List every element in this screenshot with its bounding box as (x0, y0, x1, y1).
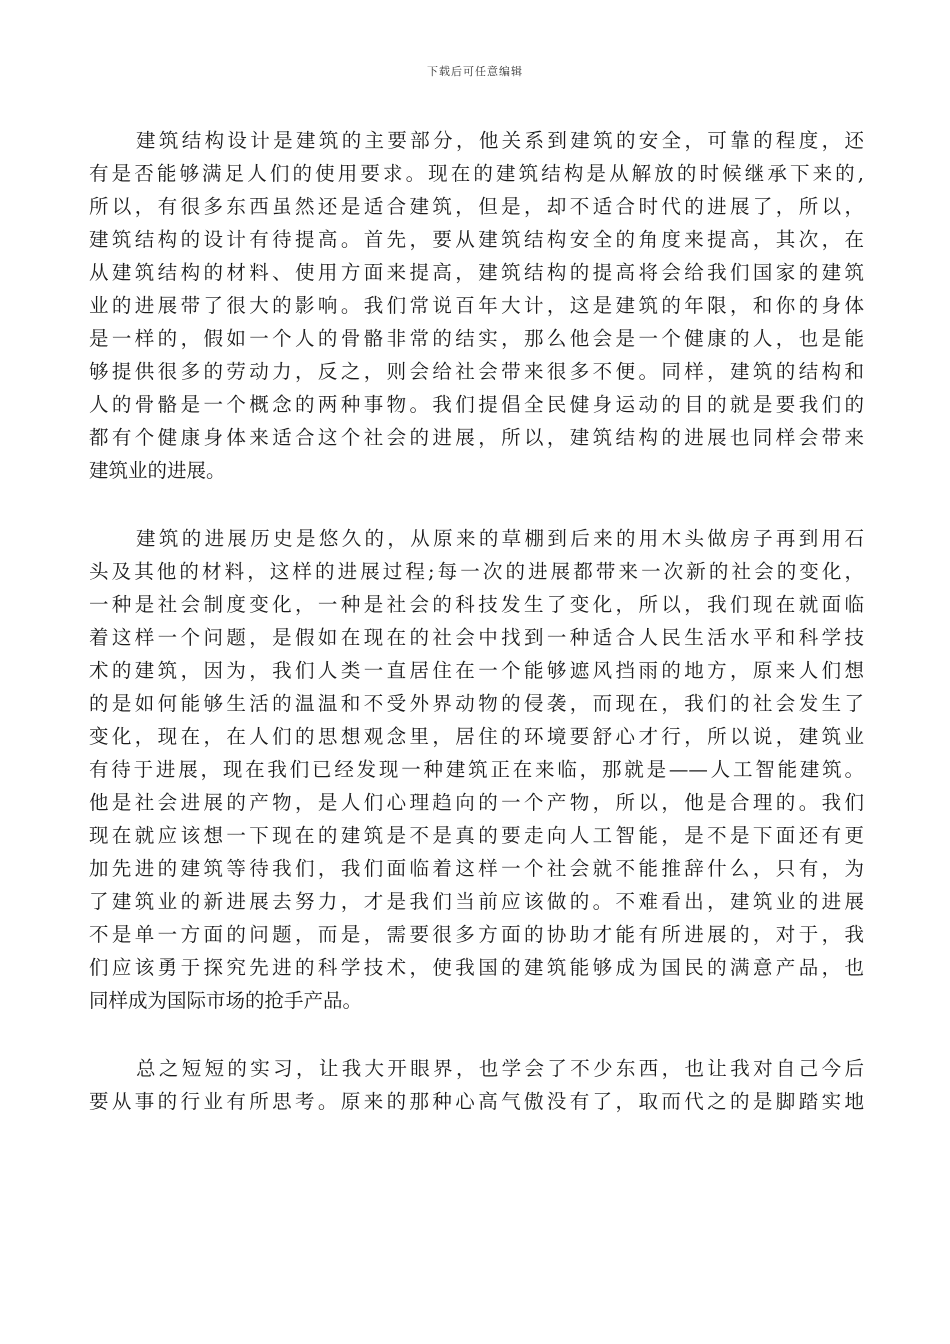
text-line: 术的建筑，因为，我们人类一直居住在一个能够遮风挡雨的地方，原来人们想 (89, 659, 864, 682)
paragraph (89, 124, 864, 487)
text-line: 头及其他的材料，这样的进展过程;每一次的进展都带来一次新的社会的变化， (89, 560, 864, 583)
text-line: 从建筑结构的材料、使用方面来提高，建筑结构的提高将会给我们国家的建筑 (89, 261, 864, 284)
text-line: 了建筑业的新进展去努力，才是我们当前应该做的。不难看出，建筑业的进展 (89, 890, 864, 913)
text-line: 所以，有很多东西虽然还是适合建筑，但是，却不适合时代的进展了，所以， (89, 195, 864, 218)
text-line: 们应该勇于探究先进的科学技术，使我国的建筑能够成为国民的满意产品，也 (89, 956, 864, 979)
text-line: 有是否能够满足人们的使用要求。现在的建筑结构是从解放的时候继承下来的, (89, 162, 864, 185)
text-line: 建筑业的进展。 (89, 459, 226, 482)
text-line: 要从事的行业有所思考。原来的那种心高气傲没有了，取而代之的是脚踏实地 (89, 1090, 864, 1113)
text-line: 建筑的进展历史是悠久的，从原来的草棚到后来的用木头做房子再到用石 (136, 527, 864, 550)
text-line: 都有个健康身体来适合这个社会的进展，所以，建筑结构的进展也同样会带来 (89, 426, 864, 449)
text-line: 同样成为国际市场的抢手产品。 (89, 989, 363, 1012)
text-line: 够提供很多的劳动力，反之，则会给社会带来很多不便。同样，建筑的结构和 (89, 360, 864, 383)
text-line: 他是社会进展的产物，是人们心理趋向的一个产物，所以，他是合理的。我们 (89, 791, 864, 814)
text-line: 人的骨骼是一个概念的两种事物。我们提倡全民健身运动的目的就是要我们的 (89, 393, 864, 416)
text-line: 业的进展带了很大的影响。我们常说百年大计，这是建筑的年限，和你的身体 (89, 294, 864, 317)
text-line: 加先进的建筑等待我们，我们面临着这样一个社会就不能推辞什么，只有，为 (89, 857, 864, 880)
paragraph (89, 522, 864, 1017)
text-line: 一种是社会制度变化，一种是社会的科技发生了变化，所以，我们现在就面临 (89, 593, 864, 616)
text-line: 是一样的，假如一个人的骨骼非常的结实，那么他会是一个健康的人，也是能 (89, 327, 864, 350)
text-line: 建筑结构的设计有待提高。首先，要从建筑结构安全的角度来提高，其次，在 (89, 228, 864, 251)
text-line: 变化，现在，在人们的思想观念里，居住的环境要舒心才行，所以说，建筑业 (89, 725, 864, 748)
text-line: 不是单一方面的问题，而是，需要很多方面的协助才能有所进展的，对于，我 (89, 923, 864, 946)
text-line: 的是如何能够生活的温温和不受外界动物的侵袭，而现在，我们的社会发生了 (89, 692, 864, 715)
paragraph (89, 1052, 864, 1118)
text-line: 现在就应该想一下现在的建筑是不是真的要走向人工智能，是不是下面还有更 (89, 824, 864, 847)
text-line: 建筑结构设计是建筑的主要部分，他关系到建筑的安全，可靠的程度，还 (136, 129, 864, 152)
text-line: 着这样一个问题，是假如在现在的社会中找到一种适合人民生活水平和科学技 (89, 626, 864, 649)
text-line: 总之短短的实习，让我大开眼界，也学会了不少东西，也让我对自己今后 (136, 1057, 864, 1080)
text-line: 有待于进展，现在我们已经发现一种建筑正在来临，那就是——人工智能建筑。 (89, 758, 864, 781)
document-body (89, 124, 864, 1153)
download-note: 下载后可任意编辑 (427, 65, 523, 78)
